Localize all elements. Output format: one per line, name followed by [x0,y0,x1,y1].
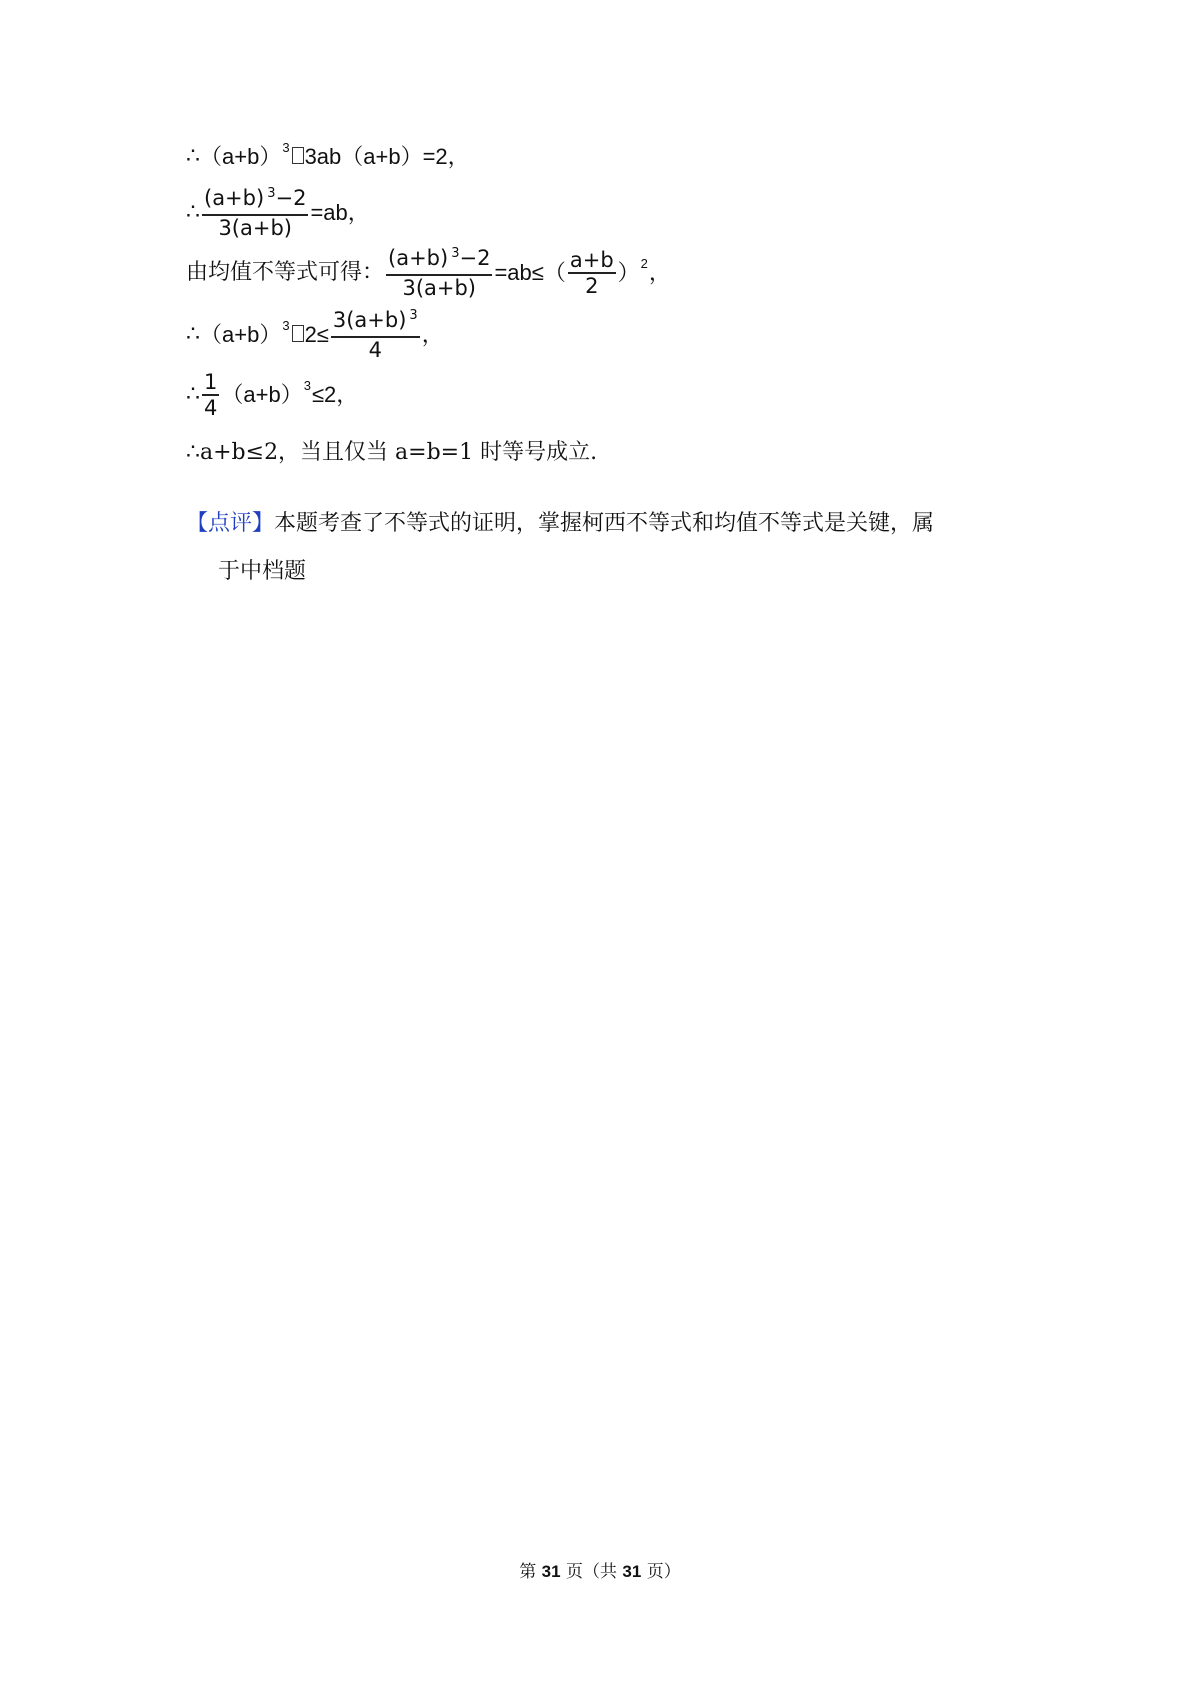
conclusion-text: ∴a+b≤2，当且仅当 a=b=1 时等号成立. [186,440,598,465]
numerator-tail: −2 [275,186,307,210]
fraction [202,370,219,420]
numerator-exponent: 3 [409,308,418,323]
fraction-numerator: 1 [204,370,218,394]
therefore-symbol: ∴ [186,144,200,169]
proof-line-6 [186,438,597,468]
comment-continuation: 于中档题 [218,559,307,584]
fraction-denominator: 2 [585,274,599,298]
expression: （a+b） [200,144,282,169]
comment-label: 【点评】 [186,511,275,536]
fraction-denominator: 4 [204,396,218,420]
expression: 2≤ [304,322,329,347]
missing-glyph-box [292,325,304,342]
numerator-tail: −2 [459,246,491,270]
proof-line-5 [186,370,358,420]
fraction-numerator [202,186,308,214]
fraction-numerator: a+b [569,248,614,272]
exponent: 3 [282,140,290,155]
proof-line-3 [186,246,671,300]
expression: ， [648,260,671,285]
proof-line-4 [186,308,444,362]
fraction [568,248,616,298]
page-number: 31 [541,1562,561,1581]
footer-prefix: 第 [519,1562,537,1582]
fraction-numerator [386,246,492,274]
numerator-base: (a+b) [204,186,265,210]
numerator-base: (a+b) [388,246,449,270]
proof-line-1 [186,142,470,172]
exponent: 3 [303,378,311,393]
numerator-exponent: 3 [267,186,276,201]
comment-block [186,500,1046,596]
page-footer [0,1560,1200,1584]
expression: ≤2， [311,382,359,407]
fraction [331,308,420,362]
line-prefix-text: 由均值不等式可得： [186,260,385,285]
fraction-denominator: 3(a+b) [402,276,476,300]
exponent: 2 [640,256,648,271]
proof-line-2 [186,186,370,240]
therefore-symbol: ∴ [186,382,200,407]
expression: ， [421,322,444,347]
expression: =ab≤（ [494,260,566,285]
numerator-exponent: 3 [451,246,460,261]
fraction [386,246,492,300]
fraction-denominator: 4 [368,338,382,362]
expression: =ab， [310,200,370,225]
footer-suffix: 页） [646,1562,681,1582]
therefore-symbol: ∴ [186,322,200,347]
expression: （a+b） [200,322,282,347]
fraction-denominator: 3(a+b) [218,216,292,240]
total-pages: 31 [622,1562,642,1581]
numerator-base: 3(a+b) [332,308,407,332]
expression: （a+b） [221,382,303,407]
footer-middle: 页（共 [566,1562,617,1582]
fraction [202,186,308,240]
expression: 3ab（a+b）=2， [304,144,470,169]
therefore-symbol: ∴ [186,200,200,225]
comment-text: 本题考查了不等式的证明，掌握柯西不等式和均值不等式是关键，属 [274,511,935,536]
missing-glyph-box [292,147,304,164]
expression: ） [617,260,640,285]
exponent: 3 [282,318,290,333]
fraction-numerator [331,308,420,336]
